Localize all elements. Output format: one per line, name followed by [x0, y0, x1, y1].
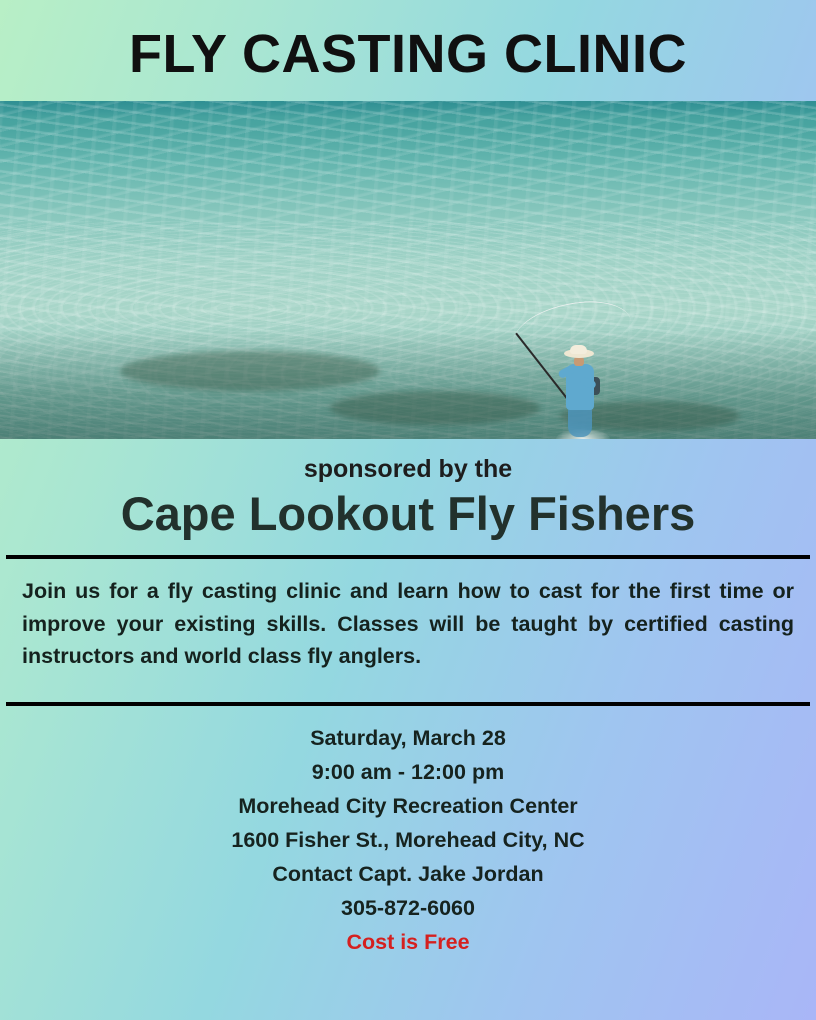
angler-hat-crown [570, 345, 587, 354]
sponsor-prefix: sponsored by the [303, 454, 513, 483]
club-name: Cape Lookout Fly Fishers [120, 486, 696, 540]
event-details [0, 706, 816, 960]
body-copy: Join us for a fly casting clinic and learn how to cast for the first time or improve your existing skills. Classes will be taught by certified casting instructors and world class fly anglers. [22, 579, 794, 668]
detail-line-date: Saturday, March 28 [310, 726, 506, 751]
page-title: FLY CASTING CLINIC [128, 24, 688, 84]
detail-line-time: 9:00 am - 12:00 pm [311, 760, 505, 785]
foreground-shadow [0, 329, 816, 439]
angler-face [574, 357, 584, 366]
sponsor-block [0, 455, 816, 540]
hero-photo [0, 101, 816, 439]
detail-line-venue: Morehead City Recreation Center [238, 794, 578, 819]
detail-line-contact: Contact Capt. Jake Jordan [272, 862, 544, 886]
cost-note: Cost is Free [346, 929, 470, 954]
detail-line-phone: 305-872-6060 [341, 895, 475, 920]
detail-line-address: 1600 Fisher St., Morehead City, NC [231, 828, 585, 853]
angler-figure-icon [548, 349, 618, 439]
angler-legs [568, 407, 592, 437]
